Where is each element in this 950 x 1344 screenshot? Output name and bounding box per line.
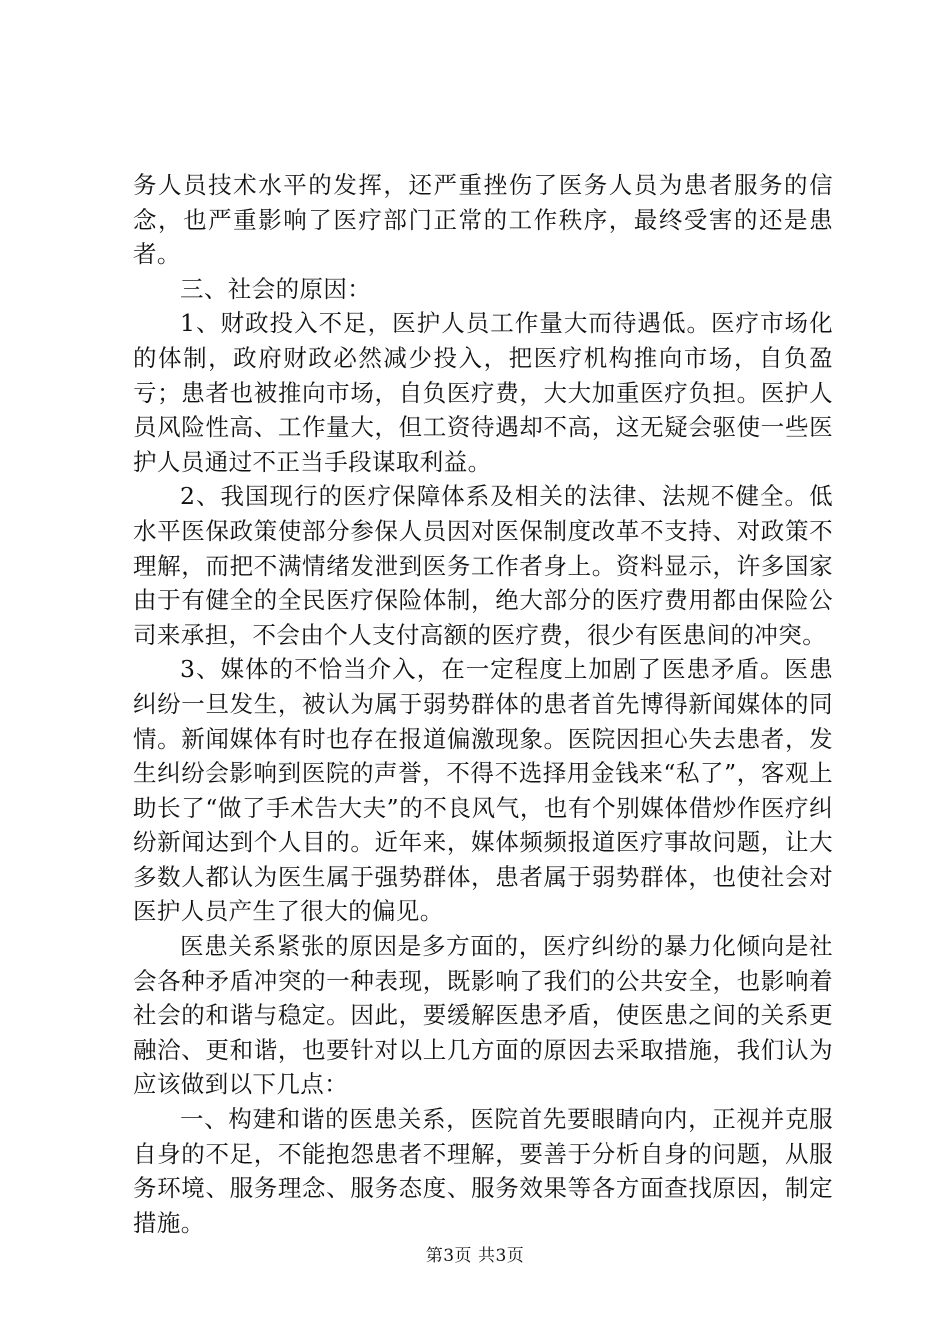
document-body — [133, 168, 833, 1240]
page-number-footer: 第3页 共3页 — [425, 1246, 525, 1266]
section-heading-social-causes: 三、社会的原因： — [180, 274, 372, 303]
paragraph-cause-3: 3、媒体的不恰当介入，在一定程度上加剧了医患矛盾。医患纠纷一旦发生，被认为属于弱势群体的患者首先博得新闻媒体的同情。新闻媒体有时也存在报道偏激现象。医院因担心失去患者，发生纠纷会影响到医院的声誉，不得不选择用金钱来“私了”，客观上助长了“做了手术告大夫”的不良风气，也有个别媒体借炒作医疗纠纷新闻达到个人目的。近年来，媒体频频报道医疗事故问题，让大多数人都认为医生属于强势群体，患者属于弱势群体，也使社会对医护人员产生了很大的偏见。 — [133, 655, 833, 926]
paragraph-measure-1: 一、构建和谐的医患关系，医院首先要眼睛向内，正视并克服自身的不足，不能抱怨患者不理解，要善于分析自身的问题，从服务环境、服务理念、服务态度、服务效果等各方面查找原因，制定措施。 — [133, 1105, 833, 1237]
paragraph-cause-2: 2、我国现行的医疗保障体系及相关的法律、法规不健全。低水平医保政策使部分参保人员因对医保制度改革不支持、对政策不理解，而把不满情绪发泄到医务工作者身上。资料显示，许多国家由于有健全的全民医疗保险体制，绝大部分的医疗费用都由保险公司来承担，不会由个人支付高额的医疗费，很少有医患间的冲突。 — [133, 482, 833, 649]
paragraph-continuation: 务人员技术水平的发挥，还严重挫伤了医务人员为患者服务的信念，也严重影响了医疗部门正常的工作秩序，最终受害的还是患者。 — [133, 171, 833, 269]
paragraph-cause-1: 1、财政投入不足，医护人员工作量大而待遇低。医疗市场化的体制，政府财政必然减少投入，把医疗机构推向市场，自负盈亏；患者也被推向市场，自负医疗费，大大加重医疗负担。医护人员风险性高、工作量大，但工资待遇却不高，这无疑会驱使一些医护人员通过不正当手段谋取利益。 — [133, 309, 833, 476]
paragraph-summary: 医患关系紧张的原因是多方面的，医疗纠纷的暴力化倾向是社会各种矛盾冲突的一种表现，既影响了我们的公共安全，也影响着社会的和谐与稳定。因此，要缓解医患矛盾，使医患之间的关系更融洽、更和谐，也要针对以上几方面的原因去采取措施，我们认为应该做到以下几点： — [133, 932, 833, 1099]
